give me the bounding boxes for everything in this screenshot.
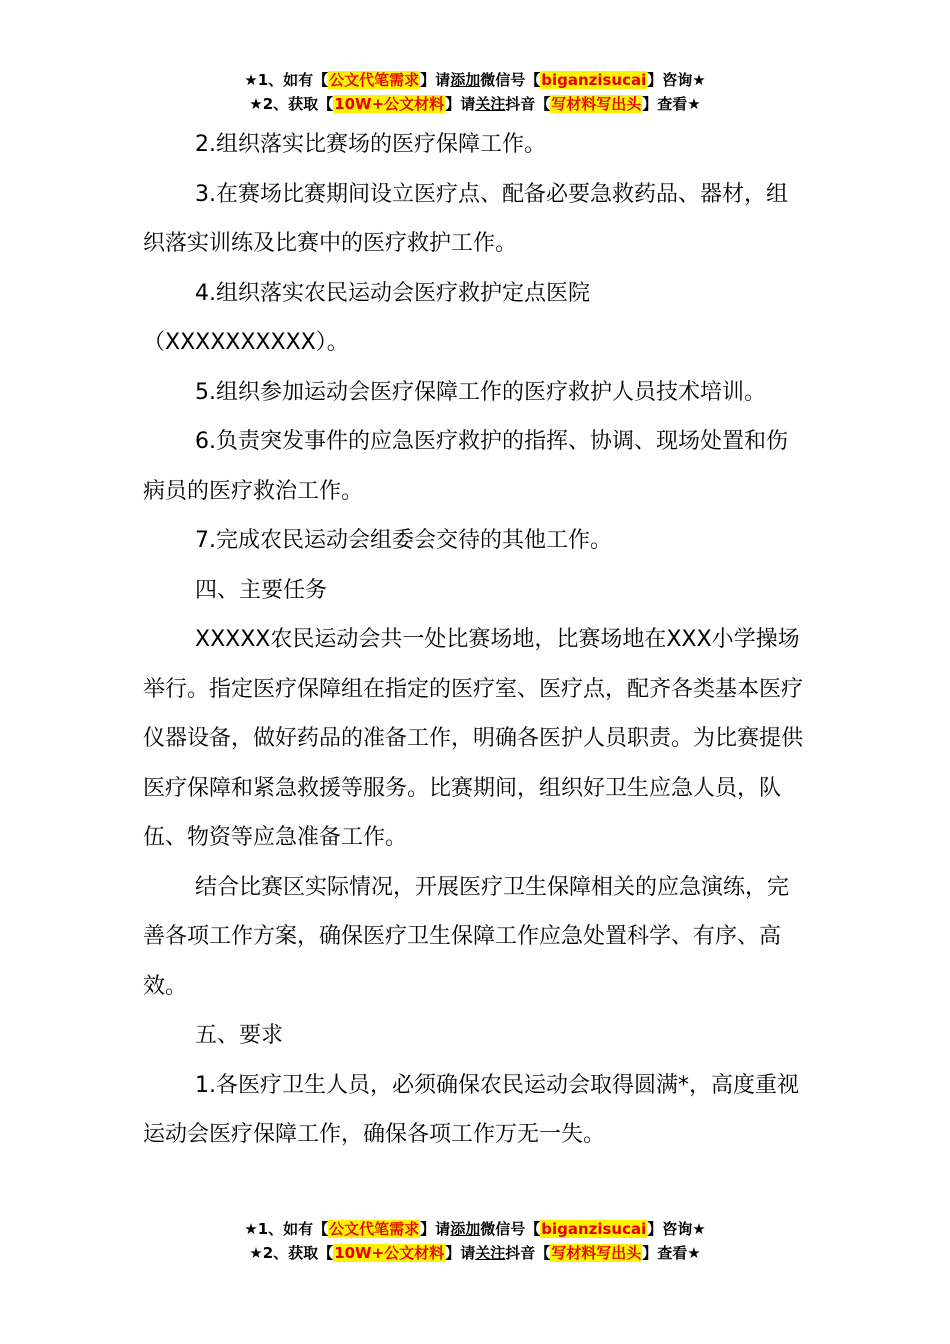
banner-text: 抖音【 (505, 1244, 551, 1262)
banner-highlight: 写材料写出头 (551, 95, 642, 113)
banner-text: 抖音【 (505, 95, 551, 113)
paragraph: 5.组织参加运动会医疗保障工作的医疗救护人员技术培训。 (195, 379, 766, 405)
paragraph: 7.完成农民运动会组委会交待的其他工作。 (195, 528, 612, 553)
banner-underlined: 关注 (475, 1244, 506, 1262)
banner-underlined: 添加 (450, 71, 481, 89)
paragraph: 4.组织落实农民运动会医疗救护定点医院 (195, 280, 590, 306)
banner-line-2 (0, 92, 950, 116)
paragraph: 1.各医疗卫生人员，必须确保农民运动会取得圆满*，高度重视运动会医疗保障工作，确保各项工作万无一失。 (143, 1072, 799, 1147)
paragraph: 结合比赛区实际情况，开展医疗卫生保障相关的应急演练，完善各项工作方案，确保医疗卫生保障工作应急处置科学、有序、高效。 (143, 874, 790, 999)
banner-text: 】请 (420, 1220, 451, 1238)
banner-highlight: 10W+公文材料 (334, 95, 445, 113)
banner-text: ★1、如有【 (244, 71, 329, 89)
banner-text: ★2、获取【 (249, 95, 334, 113)
paragraph: 3.在赛场比赛期间设立医疗点、配备必要急救药品、器材，组织落实训练及比赛中的医疗救护工作。 (143, 181, 788, 256)
banner-line-1 (0, 1217, 950, 1241)
paragraph: XXXXX农民运动会共一处比赛场地，比赛场地在XXX小学操场举行。指定医疗保障组在指定的医疗室、医疗点，配齐各类基本医疗仪器设备，做好药品的准备工作，明确各医护人员职责。为比赛提供医疗保障和紧急救援等服务。比赛期间，组织好卫生应急人员，队伍、物资等应急准备工作。 (143, 627, 804, 850)
header-banner (0, 68, 950, 116)
footer-banner (0, 1217, 950, 1265)
banner-line-1 (0, 68, 950, 92)
paragraph: （XXXXXXXXXX）。 (143, 330, 349, 355)
banner-highlight: biganzisucai (541, 1220, 647, 1238)
banner-underlined: 关注 (475, 95, 506, 113)
paragraph: 2.组织落实比赛场的医疗保障工作。 (195, 132, 546, 157)
banner-text: ★2、获取【 (249, 1244, 334, 1262)
banner-highlight: 公文代笔需求 (329, 1220, 420, 1238)
banner-text: 】查看★ (642, 1244, 701, 1262)
banner-text: 】请 (445, 95, 476, 113)
section-heading: 五、要求 (195, 1023, 284, 1048)
banner-text: 微信号【 (480, 71, 541, 89)
paragraph: 6.负责突发事件的应急医疗救护的指挥、协调、现场处置和伤病员的医疗救治工作。 (143, 429, 788, 504)
banner-underlined: 添加 (450, 1220, 481, 1238)
banner-highlight: 10W+公文材料 (334, 1244, 445, 1262)
banner-text: 】请 (420, 71, 451, 89)
banner-text: 】咨询★ (647, 71, 706, 89)
banner-highlight: biganzisucai (541, 71, 647, 89)
banner-text: ★1、如有【 (244, 1220, 329, 1238)
banner-text: 】咨询★ (647, 1220, 706, 1238)
banner-text: 】查看★ (642, 95, 701, 113)
banner-text: 】请 (445, 1244, 476, 1262)
banner-text: 微信号【 (480, 1220, 541, 1238)
banner-highlight: 公文代笔需求 (329, 71, 420, 89)
section-heading: 四、主要任务 (195, 577, 328, 603)
document-body (143, 120, 808, 1160)
banner-highlight: 写材料写出头 (551, 1244, 642, 1262)
banner-line-2 (0, 1241, 950, 1265)
